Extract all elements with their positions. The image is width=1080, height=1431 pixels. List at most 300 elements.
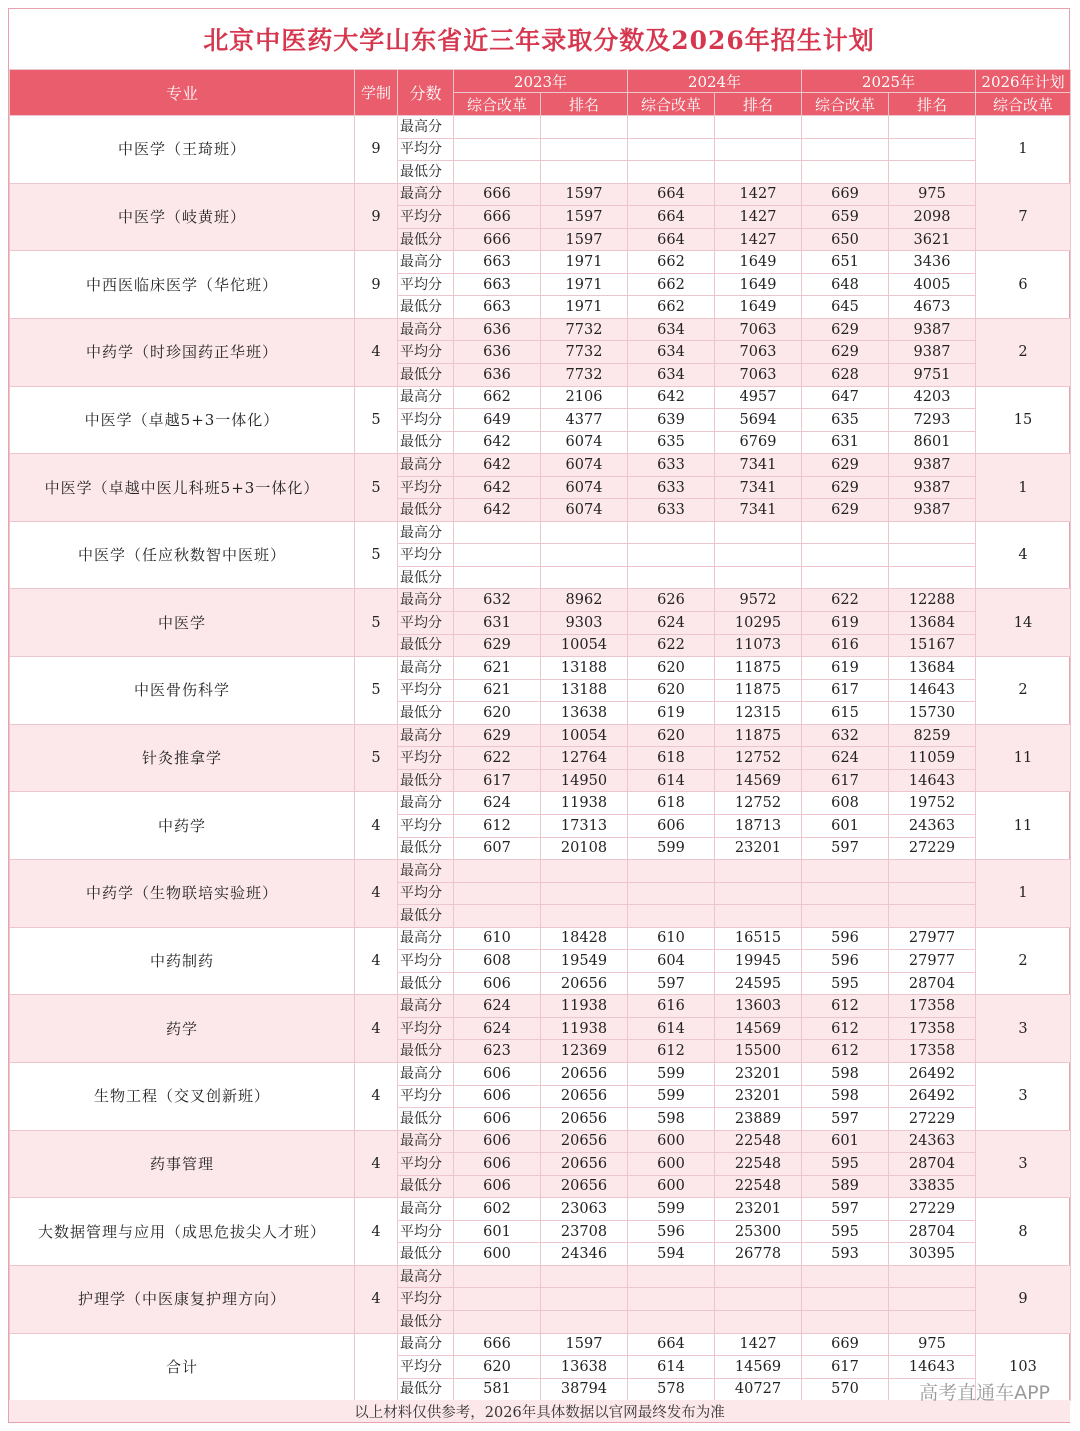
rank-cell (541, 882, 628, 905)
score-cell: 662 (628, 296, 715, 319)
score-cell: 620 (628, 724, 715, 747)
rank-cell: 24363 (889, 814, 976, 837)
rank-cell: 27977 (889, 950, 976, 973)
score-cell: 629 (802, 454, 889, 477)
rank-cell (541, 905, 628, 928)
score-cell: 620 (454, 702, 541, 725)
major-name: 中医学（卓越中医儿科班5+3一体化） (10, 454, 355, 522)
rank-cell (715, 860, 802, 883)
rank-cell: 23708 (541, 1220, 628, 1243)
score-cell: 664 (628, 228, 715, 251)
header-year-2025: 2025年 (802, 70, 976, 93)
study-duration: 5 (355, 589, 398, 657)
score-label: 平均分 (398, 1017, 454, 1040)
score-cell (802, 138, 889, 161)
score-label: 最低分 (398, 1040, 454, 1063)
table-row (10, 1198, 1071, 1221)
score-cell: 635 (802, 409, 889, 432)
score-label: 最高分 (398, 521, 454, 544)
score-label: 最低分 (398, 1175, 454, 1198)
score-label: 平均分 (398, 206, 454, 229)
score-label: 平均分 (398, 544, 454, 567)
score-cell (628, 860, 715, 883)
rank-cell: 6074 (541, 454, 628, 477)
rank-cell (889, 161, 976, 184)
rank-cell: 28704 (889, 972, 976, 995)
score-cell: 594 (628, 1243, 715, 1266)
rank-cell: 1427 (715, 1333, 802, 1356)
rank-cell (889, 1310, 976, 1333)
rank-cell: 4377 (541, 409, 628, 432)
header-reform: 综合改革 (454, 93, 541, 116)
major-name: 中药学（生物联培实验班） (10, 860, 355, 928)
major-name: 合计 (10, 1333, 355, 1401)
score-cell: 662 (628, 251, 715, 274)
rank-cell: 3436 (889, 251, 976, 274)
score-cell (454, 860, 541, 883)
score-cell: 618 (628, 747, 715, 770)
plan-count: 1 (976, 860, 1071, 928)
score-cell: 629 (802, 318, 889, 341)
rank-cell: 20656 (541, 1153, 628, 1176)
rank-cell: 17313 (541, 814, 628, 837)
rank-cell: 23201 (715, 837, 802, 860)
score-cell (454, 161, 541, 184)
score-cell: 601 (802, 1130, 889, 1153)
rank-cell: 15730 (889, 702, 976, 725)
score-cell (802, 1265, 889, 1288)
rank-cell: 23201 (715, 1198, 802, 1221)
rank-cell (715, 521, 802, 544)
score-label: 最高分 (398, 116, 454, 139)
score-cell (802, 544, 889, 567)
rank-cell: 1597 (541, 228, 628, 251)
rank-cell: 4957 (715, 386, 802, 409)
rank-cell: 20656 (541, 1130, 628, 1153)
score-label: 最高分 (398, 1333, 454, 1356)
rank-cell: 1597 (541, 206, 628, 229)
score-cell: 595 (802, 1220, 889, 1243)
score-cell: 599 (628, 1062, 715, 1085)
score-label: 最低分 (398, 364, 454, 387)
major-name: 中医骨伤科学 (10, 657, 355, 725)
score-cell: 636 (454, 341, 541, 364)
score-cell: 620 (454, 1356, 541, 1379)
rank-cell: 12315 (715, 702, 802, 725)
study-duration: 5 (355, 454, 398, 522)
score-cell: 633 (628, 499, 715, 522)
rank-cell: 4203 (889, 386, 976, 409)
score-label: 最高分 (398, 1265, 454, 1288)
plan-count: 2 (976, 318, 1071, 386)
rank-cell: 3621 (889, 228, 976, 251)
rank-cell: 24595 (715, 972, 802, 995)
score-cell: 629 (454, 724, 541, 747)
score-cell: 624 (802, 747, 889, 770)
score-cell: 629 (802, 341, 889, 364)
score-cell: 596 (802, 950, 889, 973)
rank-cell (541, 521, 628, 544)
score-label: 最高分 (398, 1198, 454, 1221)
score-cell (628, 544, 715, 567)
score-label: 最低分 (398, 1243, 454, 1266)
rank-cell: 1971 (541, 296, 628, 319)
score-cell: 649 (454, 409, 541, 432)
rank-cell (889, 544, 976, 567)
score-cell: 628 (802, 364, 889, 387)
score-cell: 599 (628, 837, 715, 860)
major-name: 护理学（中医康复护理方向） (10, 1265, 355, 1333)
header-score: 分数 (398, 70, 454, 116)
score-label: 最低分 (398, 161, 454, 184)
rank-cell: 16515 (715, 927, 802, 950)
score-label: 最高分 (398, 386, 454, 409)
score-cell: 624 (454, 995, 541, 1018)
score-cell: 663 (454, 251, 541, 274)
rank-cell (541, 116, 628, 139)
study-duration: 5 (355, 386, 398, 454)
study-duration: 4 (355, 1062, 398, 1130)
rank-cell: 1649 (715, 296, 802, 319)
rank-cell: 8259 (889, 724, 976, 747)
rank-cell: 1427 (715, 228, 802, 251)
score-cell: 663 (454, 273, 541, 296)
plan-count: 1 (976, 116, 1071, 184)
score-label: 最低分 (398, 837, 454, 860)
rank-cell: 10054 (541, 724, 628, 747)
rank-cell (541, 161, 628, 184)
score-label: 平均分 (398, 950, 454, 973)
score-cell (454, 138, 541, 161)
score-cell: 614 (628, 1356, 715, 1379)
study-duration: 5 (355, 521, 398, 589)
rank-cell: 975 (889, 1333, 976, 1356)
rank-cell: 20656 (541, 972, 628, 995)
score-label: 最低分 (398, 1310, 454, 1333)
rank-cell: 12764 (541, 747, 628, 770)
score-label: 最低分 (398, 1108, 454, 1131)
score-label: 最低分 (398, 1378, 454, 1401)
table-row (10, 318, 1071, 341)
score-label: 平均分 (398, 612, 454, 635)
score-label: 最低分 (398, 634, 454, 657)
watermark: 高考直通车APP (919, 1382, 1050, 1404)
rank-cell: 6074 (541, 476, 628, 499)
score-label: 平均分 (398, 1288, 454, 1311)
score-cell: 616 (802, 634, 889, 657)
rank-cell: 2098 (889, 206, 976, 229)
rank-cell: 13638 (541, 702, 628, 725)
plan-count: 11 (976, 724, 1071, 792)
score-label: 平均分 (398, 341, 454, 364)
rank-cell: 15500 (715, 1040, 802, 1063)
score-cell: 663 (454, 296, 541, 319)
rank-cell: 17358 (889, 1040, 976, 1063)
major-name: 药事管理 (10, 1130, 355, 1198)
score-label: 平均分 (398, 1153, 454, 1176)
score-cell: 662 (454, 386, 541, 409)
rank-cell: 20656 (541, 1085, 628, 1108)
rank-cell: 27229 (889, 1108, 976, 1131)
rank-cell: 23201 (715, 1062, 802, 1085)
score-label: 最低分 (398, 905, 454, 928)
rank-cell: 17358 (889, 1017, 976, 1040)
table-row (10, 251, 1071, 274)
score-label: 最高分 (398, 927, 454, 950)
score-label: 最高分 (398, 995, 454, 1018)
score-cell: 578 (628, 1378, 715, 1401)
score-cell: 606 (454, 1085, 541, 1108)
table-row (10, 1130, 1071, 1153)
score-cell: 622 (628, 634, 715, 657)
score-label: 最高分 (398, 792, 454, 815)
major-name: 中西医临床医学（华佗班） (10, 251, 355, 319)
score-cell: 662 (628, 273, 715, 296)
rank-cell: 1427 (715, 206, 802, 229)
score-cell: 608 (454, 950, 541, 973)
score-label: 平均分 (398, 476, 454, 499)
table-row (10, 183, 1071, 206)
score-cell: 634 (628, 364, 715, 387)
score-cell: 610 (454, 927, 541, 950)
study-duration: 9 (355, 251, 398, 319)
rank-cell: 13603 (715, 995, 802, 1018)
score-cell: 664 (628, 1333, 715, 1356)
score-label: 最低分 (398, 972, 454, 995)
rank-cell: 11875 (715, 657, 802, 680)
score-cell: 596 (628, 1220, 715, 1243)
score-cell: 598 (628, 1108, 715, 1131)
rank-cell: 27977 (889, 927, 976, 950)
score-cell (628, 1265, 715, 1288)
score-label: 最高分 (398, 1062, 454, 1085)
rank-cell (715, 544, 802, 567)
score-cell (454, 882, 541, 905)
score-cell: 634 (628, 318, 715, 341)
score-cell: 570 (802, 1378, 889, 1401)
score-cell: 606 (454, 972, 541, 995)
rank-cell: 27229 (889, 1198, 976, 1221)
rank-cell (715, 161, 802, 184)
rank-cell: 28704 (889, 1220, 976, 1243)
rank-cell (541, 544, 628, 567)
score-cell: 624 (454, 1017, 541, 1040)
rank-cell: 13684 (889, 657, 976, 680)
rank-cell: 12752 (715, 747, 802, 770)
table-row (10, 1265, 1071, 1288)
study-duration: 4 (355, 318, 398, 386)
footer-note: 以上材料仅供参考，2026年具体数据以官网最终发布为准 (9, 1400, 1070, 1422)
score-cell (628, 882, 715, 905)
score-cell: 620 (628, 679, 715, 702)
rank-cell: 7063 (715, 341, 802, 364)
score-label: 最高分 (398, 860, 454, 883)
table-row (10, 657, 1071, 680)
study-duration: 5 (355, 657, 398, 725)
rank-cell: 7341 (715, 454, 802, 477)
rank-cell: 19945 (715, 950, 802, 973)
major-name: 生物工程（交叉创新班） (10, 1062, 355, 1130)
rank-cell: 26492 (889, 1062, 976, 1085)
rank-cell: 40727 (715, 1378, 802, 1401)
rank-cell: 13188 (541, 657, 628, 680)
score-cell: 602 (454, 1198, 541, 1221)
score-cell: 600 (628, 1153, 715, 1176)
score-cell: 624 (628, 612, 715, 635)
score-cell: 612 (802, 995, 889, 1018)
rank-cell: 1971 (541, 273, 628, 296)
rank-cell: 24346 (541, 1243, 628, 1266)
score-label: 平均分 (398, 882, 454, 905)
major-name: 中医学（王琦班） (10, 116, 355, 184)
score-cell: 604 (628, 950, 715, 973)
rank-cell: 18428 (541, 927, 628, 950)
score-cell: 608 (802, 792, 889, 815)
score-label: 最低分 (398, 431, 454, 454)
score-cell: 624 (454, 792, 541, 815)
rank-cell: 19549 (541, 950, 628, 973)
score-cell: 629 (802, 499, 889, 522)
rank-cell: 22548 (715, 1130, 802, 1153)
score-cell: 666 (454, 206, 541, 229)
header-major: 专业 (10, 70, 355, 116)
plan-count: 7 (976, 183, 1071, 251)
plan-count: 9 (976, 1265, 1071, 1333)
rank-cell: 20656 (541, 1062, 628, 1085)
rank-cell (889, 138, 976, 161)
study-duration: 5 (355, 724, 398, 792)
score-label: 最高分 (398, 183, 454, 206)
score-cell: 664 (628, 206, 715, 229)
major-name: 中医学 (10, 589, 355, 657)
header-rank: 排名 (541, 93, 628, 116)
score-cell (802, 882, 889, 905)
score-cell (454, 116, 541, 139)
study-duration: 9 (355, 116, 398, 184)
rank-cell: 9387 (889, 499, 976, 522)
header-rank: 排名 (715, 93, 802, 116)
score-cell: 601 (454, 1220, 541, 1243)
score-cell: 645 (802, 296, 889, 319)
table-row (10, 1333, 1071, 1356)
rank-cell: 22548 (715, 1153, 802, 1176)
score-cell: 666 (454, 1333, 541, 1356)
score-label: 最低分 (398, 499, 454, 522)
rank-cell (889, 1288, 976, 1311)
table-row (10, 792, 1071, 815)
rank-cell: 1597 (541, 1333, 628, 1356)
score-cell: 597 (628, 972, 715, 995)
rank-cell (715, 1310, 802, 1333)
score-cell (628, 161, 715, 184)
major-name: 中药学 (10, 792, 355, 860)
rank-cell: 14643 (889, 679, 976, 702)
score-cell: 617 (802, 769, 889, 792)
score-cell: 629 (802, 476, 889, 499)
score-cell: 629 (454, 634, 541, 657)
rank-cell: 9387 (889, 454, 976, 477)
rank-cell (889, 566, 976, 589)
score-label: 最高分 (398, 657, 454, 680)
table-row (10, 927, 1071, 950)
rank-cell: 6074 (541, 431, 628, 454)
score-cell: 669 (802, 183, 889, 206)
rank-cell (889, 860, 976, 883)
rank-cell (541, 860, 628, 883)
table-row (10, 454, 1071, 477)
rank-cell: 27229 (889, 837, 976, 860)
score-cell: 620 (628, 657, 715, 680)
score-cell: 618 (628, 792, 715, 815)
score-cell (802, 521, 889, 544)
score-cell: 612 (802, 1017, 889, 1040)
table-row (10, 116, 1071, 139)
score-cell: 651 (802, 251, 889, 274)
rank-cell: 14569 (715, 769, 802, 792)
score-label: 平均分 (398, 1220, 454, 1243)
plan-count: 2 (976, 657, 1071, 725)
rank-cell: 19752 (889, 792, 976, 815)
rank-cell: 6769 (715, 431, 802, 454)
major-name: 中药制药 (10, 927, 355, 995)
score-cell (454, 1310, 541, 1333)
header-reform: 综合改革 (976, 93, 1071, 116)
score-label: 平均分 (398, 814, 454, 837)
score-cell: 617 (802, 679, 889, 702)
rank-cell (889, 882, 976, 905)
rank-cell: 7293 (889, 409, 976, 432)
score-cell (628, 1288, 715, 1311)
rank-cell (715, 905, 802, 928)
score-cell: 597 (802, 1198, 889, 1221)
score-cell: 619 (802, 657, 889, 680)
rank-cell: 20656 (541, 1108, 628, 1131)
rank-cell: 26778 (715, 1243, 802, 1266)
rank-cell (889, 905, 976, 928)
rank-cell (889, 116, 976, 139)
score-cell (628, 138, 715, 161)
score-cell: 622 (802, 589, 889, 612)
score-cell: 612 (802, 1040, 889, 1063)
study-duration: 4 (355, 860, 398, 928)
score-cell: 606 (454, 1175, 541, 1198)
rank-cell: 23889 (715, 1108, 802, 1131)
score-cell (802, 860, 889, 883)
rank-cell (541, 138, 628, 161)
score-label: 最低分 (398, 296, 454, 319)
score-cell: 607 (454, 837, 541, 860)
score-cell: 650 (802, 228, 889, 251)
plan-count: 11 (976, 792, 1071, 860)
header-year-2023: 2023年 (454, 70, 628, 93)
rank-cell: 23063 (541, 1198, 628, 1221)
score-cell: 633 (628, 454, 715, 477)
score-cell (628, 116, 715, 139)
score-label: 最高分 (398, 454, 454, 477)
header-plan-2026: 2026年计划 (976, 70, 1071, 93)
score-cell (628, 1310, 715, 1333)
rank-cell: 11073 (715, 634, 802, 657)
rank-cell: 7341 (715, 499, 802, 522)
rank-cell: 7063 (715, 364, 802, 387)
plan-count: 2 (976, 927, 1071, 995)
rank-cell: 14643 (889, 769, 976, 792)
rank-cell: 26492 (889, 1085, 976, 1108)
rank-cell: 22548 (715, 1175, 802, 1198)
score-cell: 600 (454, 1243, 541, 1266)
rank-cell: 9303 (541, 612, 628, 635)
rank-cell: 2106 (541, 386, 628, 409)
